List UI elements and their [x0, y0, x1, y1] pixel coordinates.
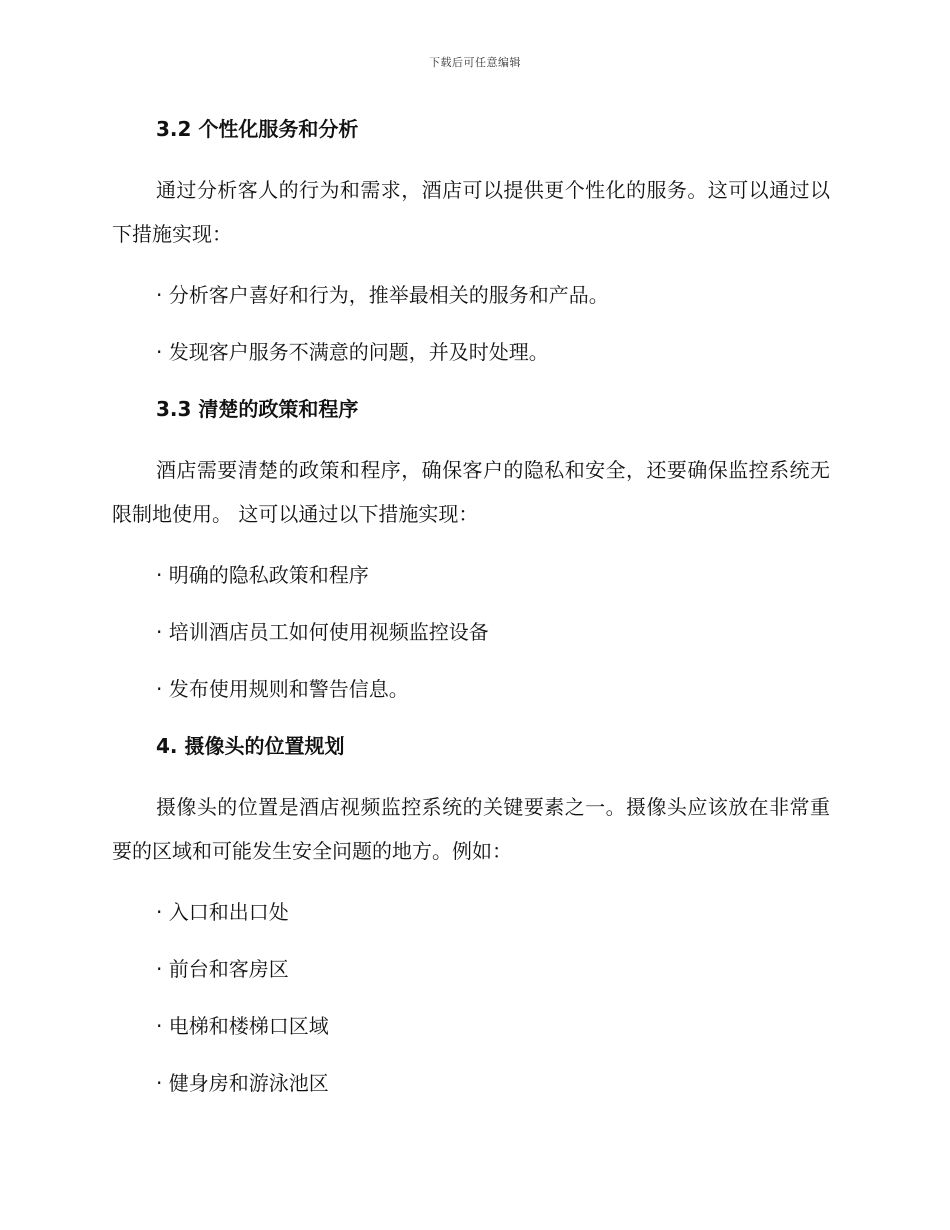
- bullet-item: · 入口和出口处: [156, 900, 289, 924]
- section-heading-4: 4. 摄像头的位置规划: [156, 734, 345, 758]
- bullet-item: · 分析客户喜好和行为，推举最相关的服务和产品。: [156, 283, 609, 307]
- document-body: [112, 112, 830, 1100]
- section-paragraph-4: 摄像头的位置是酒店视频监控系统的关键要素之一。摄像头应该放在非常重要的区域和可能发生安全问题的地方。例如：: [112, 795, 830, 863]
- bullet-item: · 发布使用规则和警告信息。: [156, 677, 409, 701]
- bullet-item: · 健身房和游泳池区: [156, 1071, 329, 1095]
- section-heading-3-3: 3.3 清楚的政策和程序: [156, 397, 359, 421]
- section-paragraph-3-2: 通过分析客人的行为和需求，酒店可以提供更个性化的服务。这可以通过以下措施实现：: [112, 178, 830, 246]
- header-note: 下载后可任意编辑: [429, 56, 521, 69]
- bullet-item: · 培训酒店员工如何使用视频监控设备: [156, 620, 489, 644]
- bullet-item: · 电梯和楼梯口区域: [156, 1014, 329, 1038]
- section-heading-3-2: 3.2 个性化服务和分析: [156, 117, 359, 141]
- section-paragraph-3-3: 酒店需要清楚的政策和程序，确保客户的隐私和安全，还要确保监控系统无限制地使用。 这可以通过以下措施实现：: [112, 458, 830, 526]
- bullet-item: · 前台和客房区: [156, 957, 289, 981]
- bullet-item: · 明确的隐私政策和程序: [156, 563, 369, 587]
- bullet-item: · 发现客户服务不满意的问题，并及时处理。: [156, 340, 549, 364]
